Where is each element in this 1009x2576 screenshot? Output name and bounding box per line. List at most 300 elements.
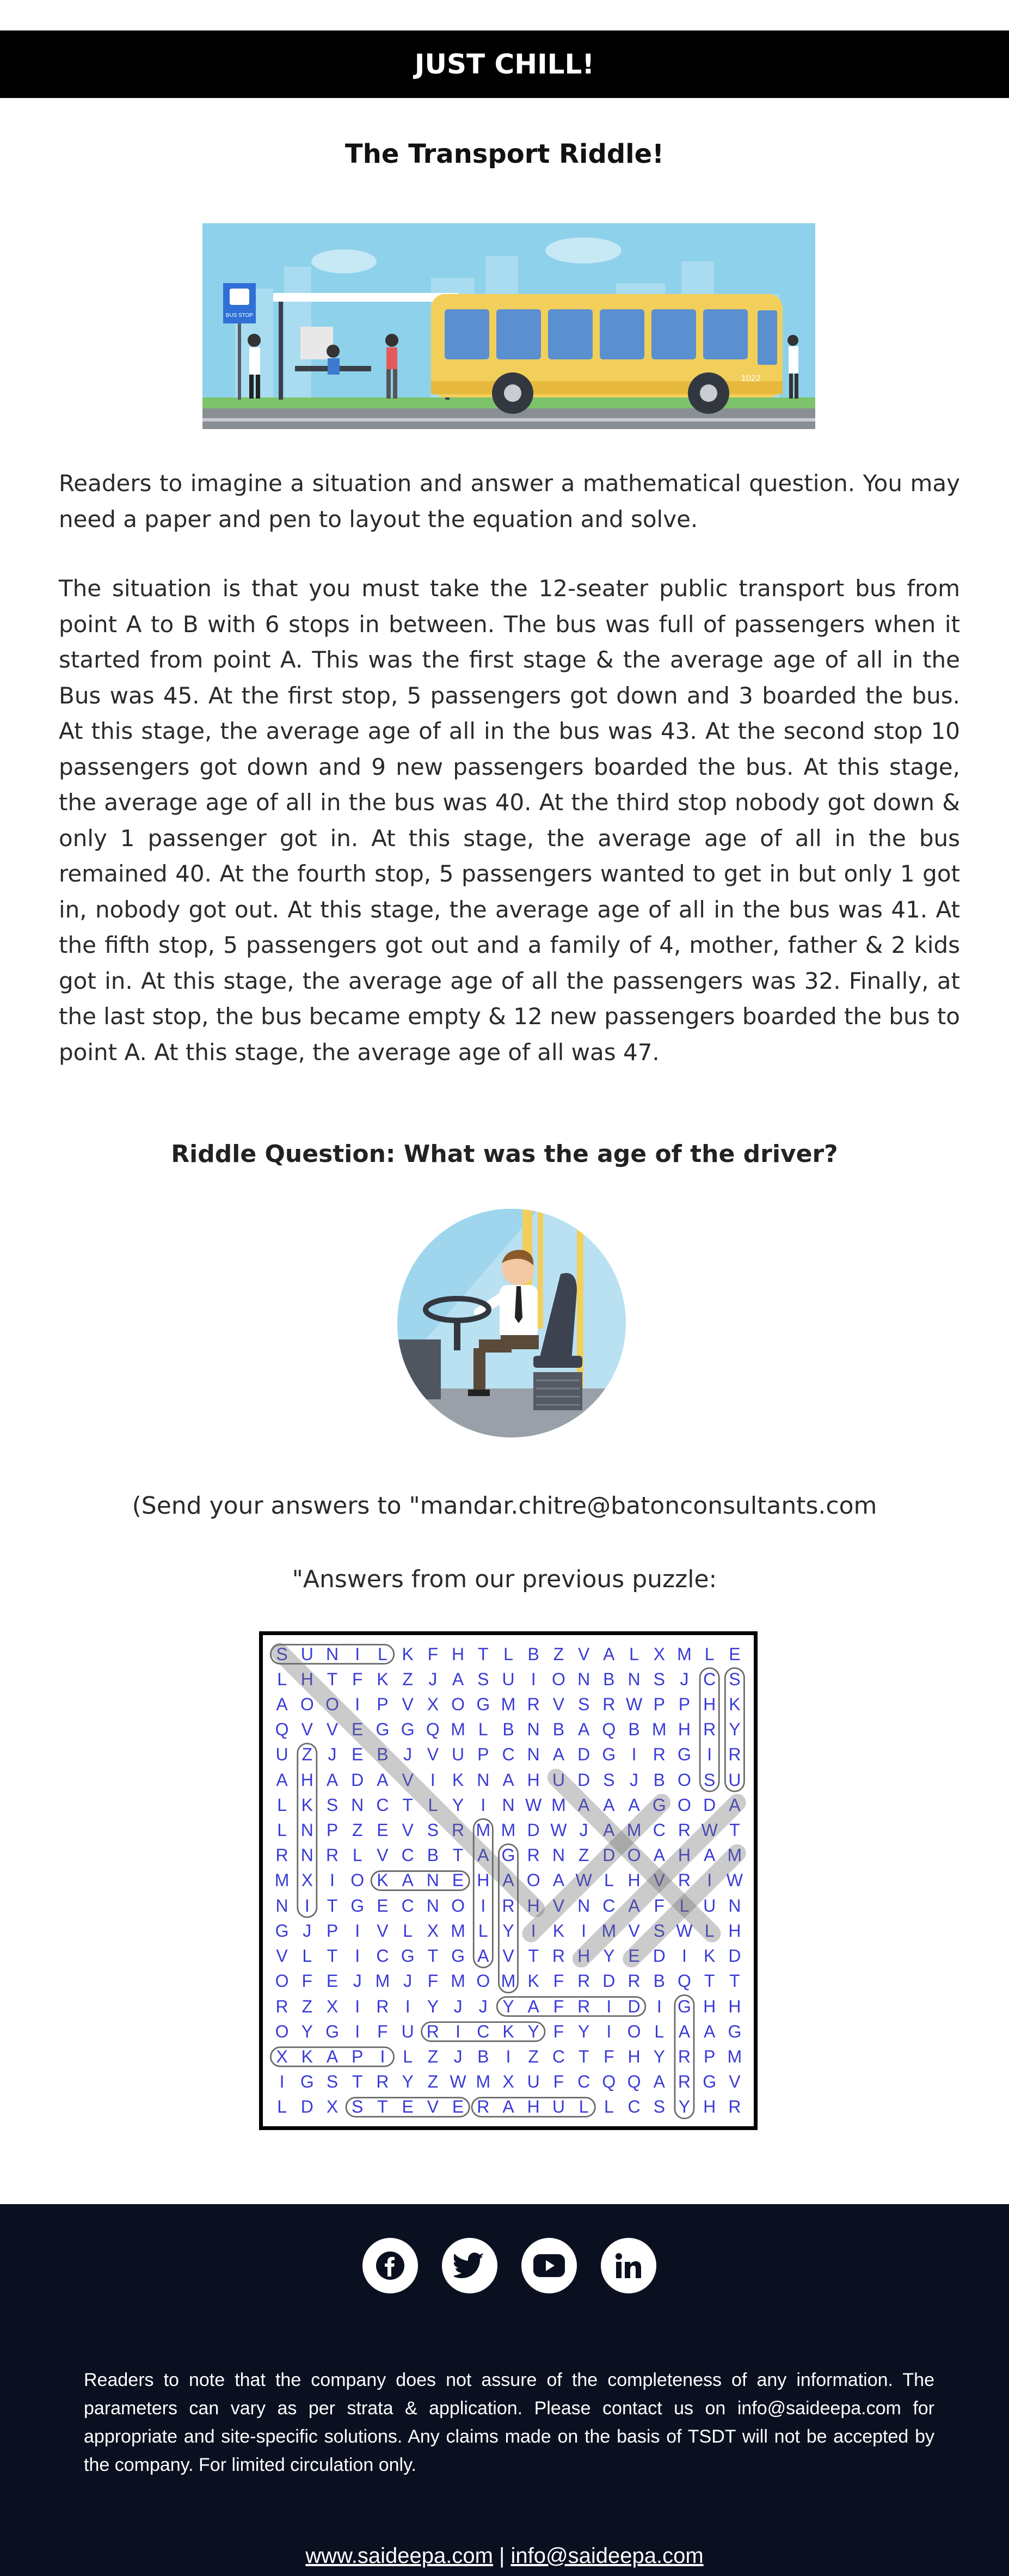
puzzle-letter: Z bbox=[427, 2046, 439, 2066]
puzzle-letter: U bbox=[300, 1644, 313, 1664]
puzzle-letter: M bbox=[551, 1795, 566, 1815]
puzzle-letter: S bbox=[427, 1820, 439, 1840]
puzzle-letter: U bbox=[552, 2097, 565, 2117]
puzzle-letter: U bbox=[275, 1745, 288, 1765]
puzzle-letter: K bbox=[301, 2046, 313, 2066]
puzzle-letter: Y bbox=[603, 1946, 615, 1966]
puzzle-letter: R bbox=[678, 1870, 691, 1890]
puzzle-letter: F bbox=[427, 1971, 439, 1991]
puzzle-letter: I bbox=[355, 1694, 360, 1715]
puzzle-letter: I bbox=[631, 1745, 637, 1765]
puzzle-letter: P bbox=[678, 1694, 691, 1715]
puzzle-letter: P bbox=[477, 1745, 489, 1765]
puzzle-letter: J bbox=[630, 1770, 639, 1790]
puzzle-letter: F bbox=[604, 2046, 614, 2066]
youtube-icon bbox=[533, 2254, 565, 2277]
puzzle-letter: W bbox=[525, 1795, 542, 1815]
puzzle-letter: U bbox=[552, 1770, 565, 1790]
puzzle-letter: Q bbox=[678, 1971, 691, 1991]
puzzle-letter: Y bbox=[502, 1996, 514, 2016]
puzzle-letter: R bbox=[527, 1845, 540, 1865]
puzzle-letter: N bbox=[527, 1745, 540, 1765]
puzzle-letter: N bbox=[325, 1644, 339, 1664]
puzzle-letter: R bbox=[275, 1996, 288, 2016]
puzzle-letter: F bbox=[654, 1895, 665, 1916]
puzzle-letter: F bbox=[553, 1971, 564, 1991]
puzzle-letter: I bbox=[355, 1946, 360, 1966]
bus-number: 1022 bbox=[741, 374, 761, 383]
puzzle-letter: A bbox=[603, 1644, 615, 1664]
puzzle-letter: N bbox=[426, 1895, 439, 1916]
puzzle-letter: A bbox=[502, 2097, 514, 2117]
puzzle-letter: I bbox=[430, 1770, 435, 1790]
puzzle-letter: D bbox=[351, 1770, 364, 1790]
puzzle-letter: R bbox=[426, 2021, 439, 2041]
puzzle-letter: V bbox=[427, 1745, 439, 1765]
puzzle-letter: Y bbox=[502, 1920, 514, 1941]
puzzle-letter: Q bbox=[275, 1720, 289, 1740]
puzzle-letter: Q bbox=[602, 1720, 616, 1740]
puzzle-letter: Y bbox=[402, 2072, 414, 2092]
puzzle-letter: W bbox=[450, 2072, 466, 2092]
puzzle-letter: Z bbox=[553, 1644, 564, 1664]
puzzle-letter: H bbox=[627, 1870, 641, 1890]
puzzle-letter: M bbox=[501, 1820, 516, 1840]
puzzle-letter: C bbox=[653, 1820, 666, 1840]
puzzle-letter: C bbox=[376, 1795, 389, 1815]
puzzle-letter: H bbox=[703, 2097, 716, 2117]
puzzle-letter: A bbox=[729, 1795, 741, 1815]
puzzle-letter: L bbox=[403, 2046, 413, 2066]
puzzle-letter: V bbox=[276, 1946, 288, 1966]
puzzle-letter: W bbox=[676, 1920, 693, 1941]
puzzle-letter: L bbox=[503, 1644, 513, 1664]
puzzle-letter: K bbox=[301, 1795, 313, 1815]
website-link[interactable]: www.saideepa.com bbox=[305, 2544, 493, 2568]
puzzle-letter: G bbox=[652, 1795, 666, 1815]
puzzle-letter: A bbox=[603, 1820, 615, 1840]
puzzle-letter: B bbox=[477, 2046, 489, 2066]
puzzle-letter: J bbox=[403, 1745, 413, 1765]
puzzle-letter: O bbox=[627, 1845, 641, 1865]
puzzle-letter: O bbox=[350, 1870, 365, 1890]
puzzle-letter: X bbox=[326, 2097, 339, 2117]
puzzle-letter: H bbox=[300, 1669, 313, 1689]
puzzle-letter: I bbox=[606, 1996, 612, 2016]
puzzle-letter: V bbox=[301, 1720, 313, 1740]
puzzle-letter: H bbox=[627, 2046, 641, 2066]
puzzle-letter: F bbox=[553, 2072, 564, 2092]
puzzle-letter: I bbox=[682, 1946, 687, 1966]
puzzle-letter: I bbox=[330, 1870, 335, 1890]
linkedin-button[interactable] bbox=[601, 2238, 656, 2293]
youtube-button[interactable] bbox=[521, 2238, 577, 2293]
puzzle-letter: Z bbox=[302, 1745, 313, 1765]
puzzle-letter: V bbox=[377, 1845, 389, 1865]
riddle-question: Riddle Question: What was the age of the driver? bbox=[171, 1140, 838, 1168]
puzzle-letter: Z bbox=[352, 1820, 363, 1840]
bus-driver-illustration bbox=[397, 1209, 626, 1437]
puzzle-letter: Q bbox=[627, 2072, 641, 2092]
puzzle-letter: S bbox=[577, 1694, 590, 1715]
puzzle-letter: Z bbox=[578, 1845, 589, 1865]
puzzle-letter: T bbox=[427, 1946, 439, 1966]
puzzle-letter: W bbox=[550, 1820, 567, 1840]
puzzle-letter: W bbox=[625, 1694, 643, 1715]
puzzle-letter: R bbox=[627, 1971, 641, 1991]
puzzle-letter: Y bbox=[577, 2021, 590, 2041]
puzzle-letter: X bbox=[427, 1920, 439, 1941]
puzzle-letter: T bbox=[327, 1669, 338, 1689]
puzzle-letter: L bbox=[277, 1669, 287, 1689]
puzzle-letter: V bbox=[502, 1946, 514, 1966]
puzzle-letter: D bbox=[653, 1946, 666, 1966]
puzzle-letter: M bbox=[451, 1920, 465, 1941]
puzzle-letter: H bbox=[300, 1770, 313, 1790]
puzzle-letter: O bbox=[451, 1895, 465, 1916]
puzzle-letter: J bbox=[303, 1920, 312, 1941]
puzzle-letter: A bbox=[628, 1895, 640, 1916]
puzzle-letter: A bbox=[704, 1845, 716, 1865]
puzzle-letter: B bbox=[653, 1971, 665, 1991]
puzzle-letter: F bbox=[553, 1996, 564, 2016]
puzzle-letter: K bbox=[527, 1971, 539, 1991]
puzzle-letter: G bbox=[401, 1946, 415, 1966]
puzzle-letter: A bbox=[326, 1770, 339, 1790]
puzzle-letter: L bbox=[679, 1895, 690, 1916]
puzzle-letter: I bbox=[531, 1669, 536, 1689]
puzzle-letter: L bbox=[654, 2021, 665, 2041]
puzzle-letter: T bbox=[327, 1895, 338, 1916]
puzzle-letter: M bbox=[501, 1971, 516, 1991]
puzzle-letter: N bbox=[502, 1795, 515, 1815]
puzzle-letter: G bbox=[501, 1845, 515, 1865]
puzzle-letter: X bbox=[427, 1694, 439, 1715]
puzzle-letter: D bbox=[602, 1971, 616, 1991]
puzzle-letter: G bbox=[678, 1745, 691, 1765]
puzzle-letter: T bbox=[452, 1845, 464, 1865]
puzzle-letter: M bbox=[501, 1694, 516, 1715]
puzzle-letter: V bbox=[729, 2072, 741, 2092]
puzzle-letter: G bbox=[728, 2021, 742, 2041]
puzzle-letter: R bbox=[728, 2097, 741, 2117]
puzzle-letter: C bbox=[552, 2046, 565, 2066]
puzzle-letter: G bbox=[275, 1920, 289, 1941]
puzzle-letter: H bbox=[703, 1996, 716, 2016]
puzzle-letter: L bbox=[604, 2097, 614, 2117]
puzzle-letter: O bbox=[275, 1971, 289, 1991]
puzzle-letter: F bbox=[352, 1669, 363, 1689]
puzzle-letter: I bbox=[707, 1870, 712, 1890]
puzzle-letter: G bbox=[300, 2072, 314, 2092]
puzzle-letter: I bbox=[355, 2021, 360, 2041]
puzzle-letter: O bbox=[678, 1795, 691, 1815]
puzzle-letter: Z bbox=[302, 1996, 313, 2016]
puzzle-letter: E bbox=[377, 1820, 389, 1840]
puzzle-letter: V bbox=[377, 1920, 389, 1941]
puzzle-letter: A bbox=[704, 2021, 716, 2041]
puzzle-letter: E bbox=[352, 1745, 364, 1765]
puzzle-letter: I bbox=[355, 1920, 360, 1941]
puzzle-letter: O bbox=[678, 1770, 691, 1790]
link-separator: | bbox=[499, 2544, 505, 2568]
puzzle-letter: B bbox=[603, 1669, 615, 1689]
puzzle-letter: G bbox=[401, 1720, 415, 1740]
puzzle-letter: X bbox=[276, 2046, 288, 2066]
puzzle-letter: N bbox=[728, 1895, 741, 1916]
puzzle-letter: R bbox=[678, 1820, 691, 1840]
puzzle-letter: D bbox=[300, 2097, 313, 2117]
puzzle-letter: B bbox=[628, 1720, 640, 1740]
puzzle-letter: L bbox=[403, 1920, 413, 1941]
puzzle-letter: R bbox=[527, 1694, 540, 1715]
puzzle-letter: E bbox=[452, 1870, 464, 1890]
bus-stop-sign-text: BUS STOP bbox=[225, 313, 254, 319]
puzzle-letter: I bbox=[279, 2072, 285, 2092]
facebook-icon bbox=[375, 2250, 405, 2281]
intro-paragraph: Readers to imagine a situation and answer a mathematical question. You may need a paper and pen to layout the equation and solve. bbox=[59, 470, 960, 533]
puzzle-letter: C bbox=[401, 1845, 414, 1865]
puzzle-letter: A bbox=[477, 1946, 489, 1966]
puzzle-letter: M bbox=[677, 1644, 692, 1664]
puzzle-letter: R bbox=[552, 1946, 565, 1966]
puzzle-letter: S bbox=[653, 2097, 665, 2117]
puzzle-letter: G bbox=[325, 2021, 339, 2041]
puzzle-letter: O bbox=[451, 1694, 465, 1715]
puzzle-letter: V bbox=[427, 2097, 439, 2117]
puzzle-letter: Y bbox=[452, 1795, 464, 1815]
puzzle-letter: S bbox=[653, 1669, 665, 1689]
puzzle-letter: X bbox=[326, 1996, 339, 2016]
puzzle-letter: J bbox=[428, 1669, 438, 1689]
puzzle-letter: C bbox=[703, 1669, 716, 1689]
twitter-button[interactable] bbox=[442, 2238, 497, 2293]
puzzle-letter: R bbox=[653, 1745, 666, 1765]
puzzle-letter: A bbox=[603, 1795, 615, 1815]
puzzle-letter: F bbox=[427, 1644, 439, 1664]
puzzle-letter: V bbox=[628, 1920, 640, 1941]
puzzle-letter: R bbox=[577, 1971, 590, 1991]
puzzle-letter: L bbox=[302, 1946, 312, 1966]
puzzle-letter: E bbox=[352, 1720, 364, 1740]
bus-stop-illustration bbox=[202, 223, 815, 429]
puzzle-letter: H bbox=[728, 1996, 741, 2016]
puzzle-letter: H bbox=[527, 1895, 540, 1916]
puzzle-letter: V bbox=[552, 1895, 565, 1916]
previous-answers-heading: "Answers from our previous puzzle: bbox=[292, 1565, 717, 1593]
puzzle-letter: J bbox=[453, 2046, 463, 2066]
puzzle-letter: U bbox=[401, 2021, 414, 2041]
puzzle-letter: N bbox=[577, 1895, 590, 1916]
puzzle-letter: N bbox=[300, 1845, 313, 1865]
puzzle-letter: R bbox=[452, 1820, 465, 1840]
puzzle-letter: J bbox=[478, 1996, 488, 2016]
puzzle-letter: M bbox=[451, 1720, 465, 1740]
puzzle-letter: D bbox=[577, 1745, 590, 1765]
puzzle-letter: J bbox=[579, 1820, 588, 1840]
banner-title: JUST CHILL! bbox=[414, 48, 595, 80]
puzzle-letter: A bbox=[276, 1770, 288, 1790]
puzzle-letter: I bbox=[506, 2046, 511, 2066]
puzzle-letter: A bbox=[502, 1870, 514, 1890]
puzzle-letter: A bbox=[678, 2021, 691, 2041]
puzzle-letter: I bbox=[481, 1895, 486, 1916]
linkedin-icon bbox=[615, 2252, 642, 2279]
puzzle-letter: D bbox=[527, 1820, 540, 1840]
situation-paragraph: The situation is that you must take the 12-seater public transport bus from point A to B with 6 stops in between. The bus was full of passengers when it started from point A. This was the first stage & the average age of all in the Bus was 45. At the first stop, 5 passengers got down and 3 boarded the bus. At this stage, the average age of all in the bus was 43. At the second stop 10 passengers got down and 9 new passengers boarded the bus. At this stage, the average age of all in the bus was 40. At the third stop nobody got down & only 1 passenger got in. At this stage, the average age of all in the bus remained 40. At the fourth stop, 5 passengers wanted to get in but only 1 got in, nobody got out. At this stage, the average age of all in the bus was 41. At the fifth stop, 5 passengers got out and a family of 4, mother, father & 2 kids got in. At this stage, the average age of all the passengers was 32. Finally, at the last stop, the bus became empty & 12 new passengers boarded the bus to point A. At this stage, the average age of all was 47. bbox=[59, 575, 960, 1066]
puzzle-letter: D bbox=[703, 1795, 716, 1815]
puzzle-letter: E bbox=[452, 2097, 464, 2117]
puzzle-letter: Q bbox=[426, 1720, 440, 1740]
puzzle-letter: U bbox=[728, 1770, 741, 1790]
puzzle-letter: C bbox=[627, 2097, 641, 2117]
puzzle-letter: Y bbox=[653, 2046, 665, 2066]
puzzle-letter: N bbox=[275, 1895, 288, 1916]
puzzle-letter: L bbox=[604, 1870, 614, 1890]
puzzle-letter: C bbox=[502, 1745, 515, 1765]
puzzle-letter: L bbox=[478, 1920, 488, 1941]
puzzle-letter: H bbox=[703, 1694, 716, 1715]
puzzle-letter: S bbox=[352, 2097, 364, 2117]
puzzle-letter: A bbox=[653, 1845, 665, 1865]
puzzle-letter: F bbox=[302, 1971, 313, 1991]
puzzle-letter: R bbox=[325, 1845, 339, 1865]
puzzle-letter: O bbox=[300, 1694, 314, 1715]
puzzle-letter: Y bbox=[678, 2097, 691, 2117]
puzzle-letter: L bbox=[378, 1644, 387, 1664]
puzzle-letter: I bbox=[531, 1920, 536, 1941]
puzzle-letter: Q bbox=[602, 2072, 616, 2092]
puzzle-letter: L bbox=[428, 1795, 438, 1815]
puzzle-letter: M bbox=[375, 1971, 390, 1991]
puzzle-letter: N bbox=[577, 1669, 590, 1689]
puzzle-letter: A bbox=[276, 1694, 288, 1715]
puzzle-letter: V bbox=[402, 1694, 414, 1715]
puzzle-letter: J bbox=[353, 1971, 362, 1991]
puzzle-letter: L bbox=[277, 1820, 287, 1840]
puzzle-letter: A bbox=[628, 1795, 640, 1815]
puzzle-letter: T bbox=[729, 1971, 740, 1991]
puzzle-letter: F bbox=[377, 2021, 388, 2041]
puzzle-letter: O bbox=[551, 1669, 565, 1689]
puzzle-letter: U bbox=[452, 1745, 465, 1765]
puzzle-letter: E bbox=[377, 1895, 389, 1916]
puzzle-letter: N bbox=[552, 1845, 565, 1865]
puzzle-letter: Z bbox=[402, 1669, 413, 1689]
puzzle-letter: M bbox=[727, 1845, 742, 1865]
puzzle-letter: I bbox=[456, 2021, 461, 2041]
puzzle-letter: Y bbox=[427, 1996, 439, 2016]
puzzle-letter: V bbox=[402, 1820, 414, 1840]
puzzle-letter: S bbox=[477, 1669, 489, 1689]
puzzle-letter: I bbox=[581, 1920, 587, 1941]
email-link[interactable]: info@saideepa.com bbox=[510, 2544, 704, 2568]
puzzle-letter: S bbox=[653, 1920, 665, 1941]
puzzle-letter: H bbox=[527, 2097, 540, 2117]
puzzle-letter: N bbox=[426, 1870, 439, 1890]
facebook-button[interactable] bbox=[362, 2238, 418, 2293]
puzzle-letter: R bbox=[376, 1996, 389, 2016]
puzzle-letter: A bbox=[552, 1745, 565, 1765]
puzzle-letter: T bbox=[578, 2046, 589, 2066]
puzzle-letter: M bbox=[651, 1720, 667, 1740]
puzzle-letter: E bbox=[729, 1644, 741, 1664]
puzzle-letter: J bbox=[403, 1971, 413, 1991]
puzzle-letter: V bbox=[653, 1870, 665, 1890]
puzzle-letter: R bbox=[678, 2072, 691, 2092]
puzzle-letter: I bbox=[355, 1996, 360, 2016]
puzzle-letter: H bbox=[577, 1946, 590, 1966]
puzzle-letter: R bbox=[678, 2046, 691, 2066]
puzzle-letter: X bbox=[502, 2072, 514, 2092]
puzzle-letter: H bbox=[728, 1920, 741, 1941]
footer-disclaimer: Readers to note that the company does not assure of the completeness of any information. The parameters can vary as per strata & application. Please contact us on info@saideepa.com for appropriate and site-specific solutions. Any claims made on the basis of TSDT will not be accepted by the company. For limited circulation only. bbox=[84, 2370, 934, 2475]
puzzle-letter: P bbox=[326, 1820, 339, 1840]
puzzle-letter: L bbox=[352, 1845, 362, 1865]
puzzle-letter: W bbox=[701, 1820, 718, 1840]
puzzle-letter: P bbox=[352, 2046, 364, 2066]
puzzle-letter: A bbox=[326, 2046, 339, 2066]
puzzle-letter: A bbox=[653, 2072, 665, 2092]
puzzle-letter: N bbox=[300, 1820, 313, 1840]
puzzle-letter: J bbox=[328, 1745, 337, 1765]
puzzle-letter: M bbox=[476, 2072, 491, 2092]
puzzle-letter: D bbox=[602, 1845, 616, 1865]
word-search-puzzle bbox=[259, 1631, 758, 2130]
puzzle-letter: L bbox=[478, 1720, 488, 1740]
puzzle-letter: D bbox=[728, 1946, 741, 1966]
puzzle-letter: E bbox=[402, 2097, 414, 2117]
puzzle-letter: J bbox=[680, 1669, 689, 1689]
puzzle-letter: G bbox=[678, 1996, 691, 2016]
puzzle-letter: H bbox=[678, 1720, 691, 1740]
puzzle-letter: V bbox=[326, 1720, 339, 1740]
puzzle-letter: C bbox=[577, 2072, 590, 2092]
puzzle-letter: A bbox=[502, 1770, 514, 1790]
puzzle-letter: R bbox=[502, 1895, 515, 1916]
puzzle-letter: R bbox=[703, 1720, 716, 1740]
puzzle-letter: K bbox=[552, 1920, 565, 1941]
puzzle-letter: O bbox=[526, 1870, 540, 1890]
puzzle-letter: T bbox=[478, 1644, 489, 1664]
puzzle-letter: S bbox=[326, 2072, 339, 2092]
puzzle-letter: S bbox=[704, 1770, 716, 1790]
puzzle-letter: M bbox=[727, 2046, 742, 2066]
puzzle-letter: M bbox=[601, 1920, 617, 1941]
puzzle-letter: A bbox=[577, 1720, 590, 1740]
puzzle-letter: H bbox=[452, 1644, 465, 1664]
puzzle-letter: V bbox=[577, 1644, 590, 1664]
puzzle-letter: T bbox=[729, 1820, 740, 1840]
puzzle-letter: D bbox=[577, 1770, 590, 1790]
puzzle-letter: C bbox=[477, 2021, 490, 2041]
puzzle-letter: G bbox=[703, 2072, 717, 2092]
puzzle-letter: M bbox=[626, 1820, 642, 1840]
puzzle-letter: P bbox=[704, 2046, 716, 2066]
puzzle-letter: X bbox=[301, 1870, 313, 1890]
puzzle-letter: B bbox=[502, 1720, 514, 1740]
puzzle-letter: B bbox=[377, 1745, 389, 1765]
puzzle-letter: B bbox=[552, 1720, 565, 1740]
puzzle-letter: D bbox=[627, 1996, 641, 2016]
puzzle-letter: T bbox=[528, 1946, 539, 1966]
twitter-icon bbox=[454, 2252, 485, 2279]
puzzle-letter: S bbox=[326, 1795, 339, 1815]
puzzle-letter: J bbox=[453, 1996, 463, 2016]
puzzle-letter: O bbox=[325, 1694, 339, 1715]
puzzle-letter: I bbox=[656, 1996, 662, 2016]
puzzle-letter: N bbox=[477, 1770, 490, 1790]
